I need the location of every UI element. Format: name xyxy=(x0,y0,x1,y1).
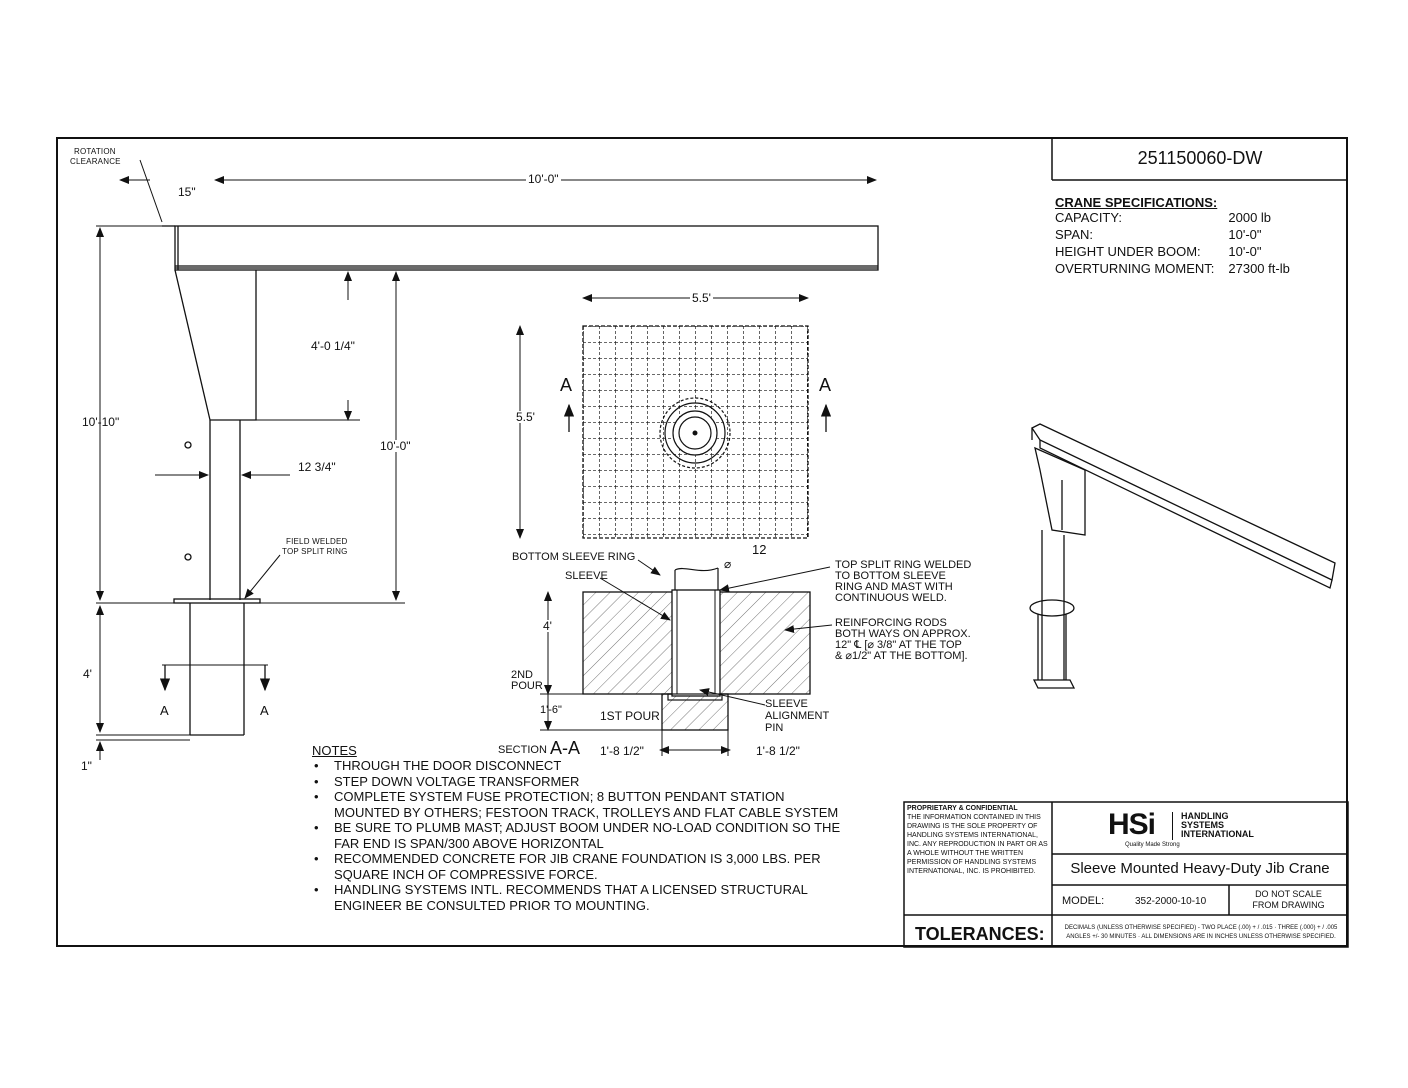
spec-value: 10'-0" xyxy=(1228,227,1262,242)
spec-label: CAPACITY: xyxy=(1055,210,1122,225)
dim-span: 10'-0" xyxy=(528,172,559,186)
tolerance-line-2: ANGLES +/- 30 MINUTES · ALL DIMENSIONS ARE IN INCHES UNLESS OTHERWISE SPECIFIED. xyxy=(1066,934,1336,940)
top-split-note-3: RING AND MAST WITH xyxy=(835,581,953,593)
dim-left-half: 1'-8 1/2" xyxy=(600,744,644,758)
spec-title: CRANE SPECIFICATIONS: xyxy=(1055,195,1218,210)
note-item: • THROUGH THE DOOR DISCONNECT xyxy=(334,758,852,774)
section-mark-left: A xyxy=(160,703,169,718)
spec-row xyxy=(1055,210,1304,227)
spec-row xyxy=(1055,227,1304,244)
pin-note-2: ALIGNMENT xyxy=(765,710,830,722)
note-item: • RECOMMENDED CONCRETE FOR JIB CRANE FOUNDATION IS 3,000 LBS. PER SQUARE INCH OF COMPRESSIVE FORCE. xyxy=(334,851,852,882)
dim-first-pour: 1'-6" xyxy=(540,704,562,716)
dim-base: 1" xyxy=(81,759,92,773)
scale-note-2: FROM DRAWING xyxy=(1252,900,1325,910)
section-label: A-A xyxy=(550,738,581,758)
company-name-2: SYSTEMS xyxy=(1181,820,1225,830)
spec-row xyxy=(1055,244,1304,261)
spec-value: 10'-0" xyxy=(1228,244,1262,259)
tolerances-text xyxy=(1054,924,1348,942)
note-item: • HANDLING SYSTEMS INTL. RECOMMENDS THAT A LICENSED STRUCTURAL ENGINEER BE CONSULTED PRIOR TO MOUNTING. xyxy=(334,882,852,913)
note-item: • COMPLETE SYSTEM FUSE PROTECTION; 8 BUTTON PENDANT STATION MOUNTED BY OTHERS; FESTOON TRACK, TROLLEYS AND FLAT CABLE SYSTEM xyxy=(334,789,852,820)
spec-value: 27300 ft-lb xyxy=(1228,261,1290,276)
top-split-note-2: TO BOTTOM SLEEVE xyxy=(835,570,946,582)
diameter-symbol: ⌀ xyxy=(724,557,732,571)
company-logo: HSi xyxy=(1108,808,1156,841)
spec-table xyxy=(1055,210,1304,278)
proprietary-notice xyxy=(907,804,1050,876)
rods-note-1: REINFORCING RODS xyxy=(835,617,947,629)
dim-height-under-boom: 10'-0" xyxy=(380,439,411,453)
spec-value: 2000 lb xyxy=(1228,210,1272,225)
logo-divider xyxy=(1172,812,1173,840)
section-view xyxy=(540,557,832,756)
proprietary-text: THE INFORMATION CONTAINED IN THIS DRAWING IS THE SOLE PROPERTY OF HANDLING SYSTEMS INTERNATIONAL, INC. ANY REPRODUCTION IN PART OR AS A WHOLE WITHOUT THE WRITTEN PERMISSION OF HANDLING SYSTEMS INTERNATIONAL, INC. IS PROHIBITED. xyxy=(907,814,1048,875)
top-split-note-4: CONTINUOUS WELD. xyxy=(835,592,947,604)
pin-note-3: PIN xyxy=(765,722,784,734)
dim-overall-height: 10'-10" xyxy=(82,415,120,429)
second-pour-label-2: POUR xyxy=(511,680,543,692)
iso-view xyxy=(1030,424,1335,688)
note-item: • STEP DOWN VOLTAGE TRANSFORMER xyxy=(334,774,852,790)
dim-clearance: 15" xyxy=(178,185,196,199)
first-pour-label: 1ST POUR xyxy=(600,709,660,723)
dim-mast: 12 3/4" xyxy=(298,460,336,474)
grid-spacing: 12 xyxy=(752,542,767,557)
scale-note-1: DO NOT SCALE xyxy=(1255,889,1322,899)
dim-sleeve: 4' xyxy=(83,667,92,681)
product-title: Sleeve Mounted Heavy-Duty Jib Crane xyxy=(1070,860,1330,877)
drawing-number: 251150060-DW xyxy=(1137,148,1263,168)
company-name xyxy=(1181,812,1254,839)
spec-label: SPAN: xyxy=(1055,227,1094,242)
dim-right-half: 1'-8 1/2" xyxy=(756,744,800,758)
model-label: MODEL: xyxy=(1062,895,1105,907)
rotation-clearance-label: ROTATION xyxy=(74,147,116,156)
spec-row xyxy=(1055,261,1304,278)
rotation-clearance-label-2: CLEARANCE xyxy=(70,157,121,166)
tolerances-label: TOLERANCES: xyxy=(915,924,1045,944)
rods-note-2: BOTH WAYS ON APPROX. xyxy=(835,628,971,640)
section-mark-right: A xyxy=(260,703,269,718)
plan-view xyxy=(520,298,826,538)
plan-section-right: A xyxy=(819,375,832,395)
notes-block xyxy=(312,743,852,913)
model-value: 352-2000-10-10 xyxy=(1135,896,1207,907)
notes-list xyxy=(312,758,852,913)
logo-tagline: Quality Made Strong xyxy=(1125,842,1180,848)
top-split-note-1: TOP SPLIT RING WELDED xyxy=(835,559,972,571)
plan-section-left: A xyxy=(560,375,573,395)
spec-label: HEIGHT UNDER BOOM: xyxy=(1055,244,1201,259)
rods-note-3: 12" ℄ [⌀ 3/8" AT THE TOP xyxy=(835,639,962,651)
company-name-1: HANDLING xyxy=(1181,811,1229,821)
tolerance-line-1: DECIMALS (UNLESS OTHERWISE SPECIFIED) - TWO PLACE (.00) + / .015 · THREE (.000) + / .005 xyxy=(1064,925,1338,931)
field-welded-label: FIELD WELDED xyxy=(286,537,348,546)
second-pour-label: 2ND xyxy=(511,669,534,681)
sleeve-label: SLEEVE xyxy=(565,570,608,582)
dim-bracket: 4'-0 1/4" xyxy=(311,339,355,353)
scale-note xyxy=(1229,889,1348,911)
rods-note-4: & ⌀1/2" AT THE BOTTOM]. xyxy=(835,650,968,662)
spec-label: OVERTURNING MOMENT: xyxy=(1055,261,1215,276)
plan-height: 5.5' xyxy=(516,410,535,424)
plan-width: 5.5' xyxy=(692,291,711,305)
crane-specifications xyxy=(1055,195,1304,278)
company-name-3: INTERNATIONAL xyxy=(1181,829,1254,839)
dim-depth: 4' xyxy=(543,619,552,633)
pin-note-1: SLEEVE xyxy=(765,698,808,710)
bottom-sleeve-ring-label: BOTTOM SLEEVE RING xyxy=(512,551,636,563)
note-item: • BE SURE TO PLUMB MAST; ADJUST BOOM UNDER NO-LOAD CONDITION SO THE FAR END IS SPAN/300 ABOVE HORIZONTAL xyxy=(334,820,852,851)
proprietary-title: PROPRIETARY & CONFIDENTIAL xyxy=(907,805,1018,812)
field-welded-label-2: TOP SPLIT RING xyxy=(282,547,348,556)
section-word: SECTION xyxy=(498,744,547,756)
notes-title: NOTES xyxy=(312,743,357,758)
